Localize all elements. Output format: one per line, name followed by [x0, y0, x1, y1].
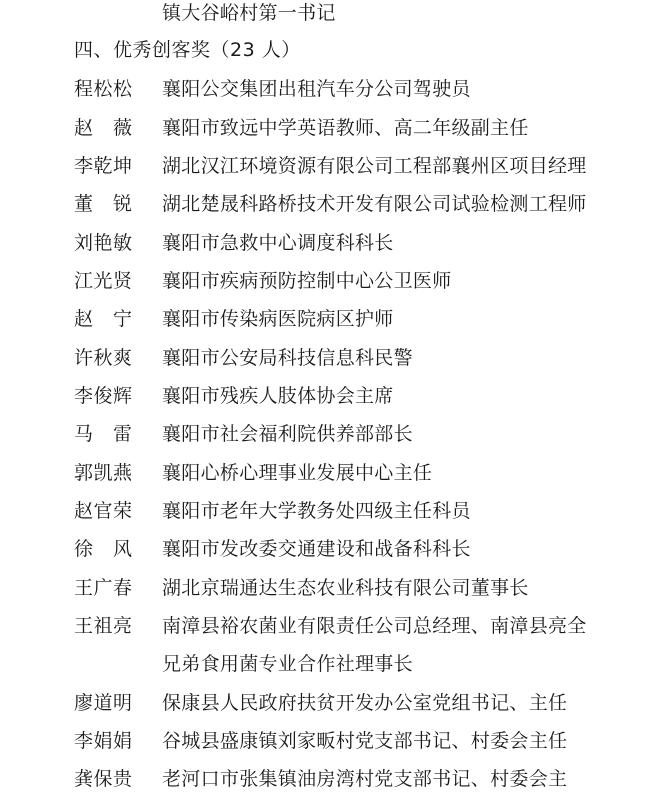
person-title-continuation: 兄弟食用菌专业合作社理事长 — [162, 653, 413, 675]
person-title: 保康县人民政府扶贫开发办公室党组书记、主任 — [162, 692, 568, 714]
award-entry — [0, 421, 660, 447]
award-entry — [0, 306, 660, 332]
award-entry — [0, 766, 660, 792]
person-title: 湖北京瑞通达生态农业科技有限公司董事长 — [162, 577, 529, 599]
person-name: 赵 薇 — [74, 117, 133, 139]
person-name: 董 锐 — [74, 193, 133, 215]
person-name: 程松松 — [74, 78, 133, 100]
award-entry — [0, 76, 660, 102]
section-heading: 四、优秀创客奖（23 人） — [74, 39, 301, 61]
award-entry — [0, 613, 660, 639]
continuation-text: 镇大谷峪村第一书记 — [162, 2, 336, 24]
person-title: 襄阳心桥心理事业发展中心主任 — [162, 462, 433, 484]
person-name: 徐 风 — [74, 538, 133, 560]
person-name: 李俊辉 — [74, 385, 133, 407]
award-entry — [0, 460, 660, 486]
person-title: 湖北汉江环境资源有限公司工程部襄州区项目经理 — [162, 155, 587, 177]
person-name: 马 雷 — [74, 423, 133, 445]
person-title: 南漳县裕农菌业有限责任公司总经理、南漳县亮全 — [162, 615, 587, 637]
award-entry — [0, 690, 660, 716]
person-name: 赵 宁 — [74, 308, 133, 330]
person-name: 王广春 — [74, 577, 133, 599]
award-entry — [0, 575, 660, 601]
person-title: 襄阳市致远中学英语教师、高二年级副主任 — [162, 117, 529, 139]
person-name: 王祖亮 — [74, 615, 133, 637]
person-title: 襄阳市急救中心调度科科长 — [162, 232, 394, 254]
award-entry — [0, 115, 660, 141]
award-entry — [0, 383, 660, 409]
person-title: 襄阳市传染病医院病区护师 — [162, 308, 394, 330]
person-name: 郭凯燕 — [74, 462, 133, 484]
person-name: 龚保贵 — [74, 768, 133, 790]
person-name: 李娟娟 — [74, 730, 133, 752]
award-entry — [0, 498, 660, 524]
award-entry — [0, 268, 660, 294]
person-name: 江光贤 — [74, 270, 133, 292]
person-title: 襄阳市残疾人肢体协会主席 — [162, 385, 394, 407]
award-entry — [0, 728, 660, 754]
person-title: 襄阳市社会福利院供养部部长 — [162, 423, 413, 445]
award-entry — [0, 230, 660, 256]
person-title: 襄阳市公安局科技信息科民警 — [162, 347, 413, 369]
person-name: 廖道明 — [74, 692, 133, 714]
award-entry — [0, 345, 660, 371]
person-name: 赵官荣 — [74, 500, 133, 522]
person-name: 李乾坤 — [74, 155, 133, 177]
person-title: 老河口市张集镇油房湾村党支部书记、村委会主 — [162, 768, 568, 790]
award-entry — [0, 153, 660, 179]
person-title: 襄阳公交集团出租汽车分公司驾驶员 — [162, 78, 471, 100]
person-title: 湖北楚晟科路桥技术开发有限公司试验检测工程师 — [162, 193, 587, 215]
person-title: 襄阳市疾病预防控制中心公卫医师 — [162, 270, 452, 292]
person-name: 许秋爽 — [74, 347, 133, 369]
award-entry — [0, 536, 660, 562]
person-title: 谷城县盛康镇刘家畈村党支部书记、村委会主任 — [162, 730, 568, 752]
person-title: 襄阳市发改委交通建设和战备科科长 — [162, 538, 471, 560]
person-title: 襄阳市老年大学教务处四级主任科员 — [162, 500, 471, 522]
award-entry — [0, 191, 660, 217]
person-name: 刘艳敏 — [74, 232, 133, 254]
